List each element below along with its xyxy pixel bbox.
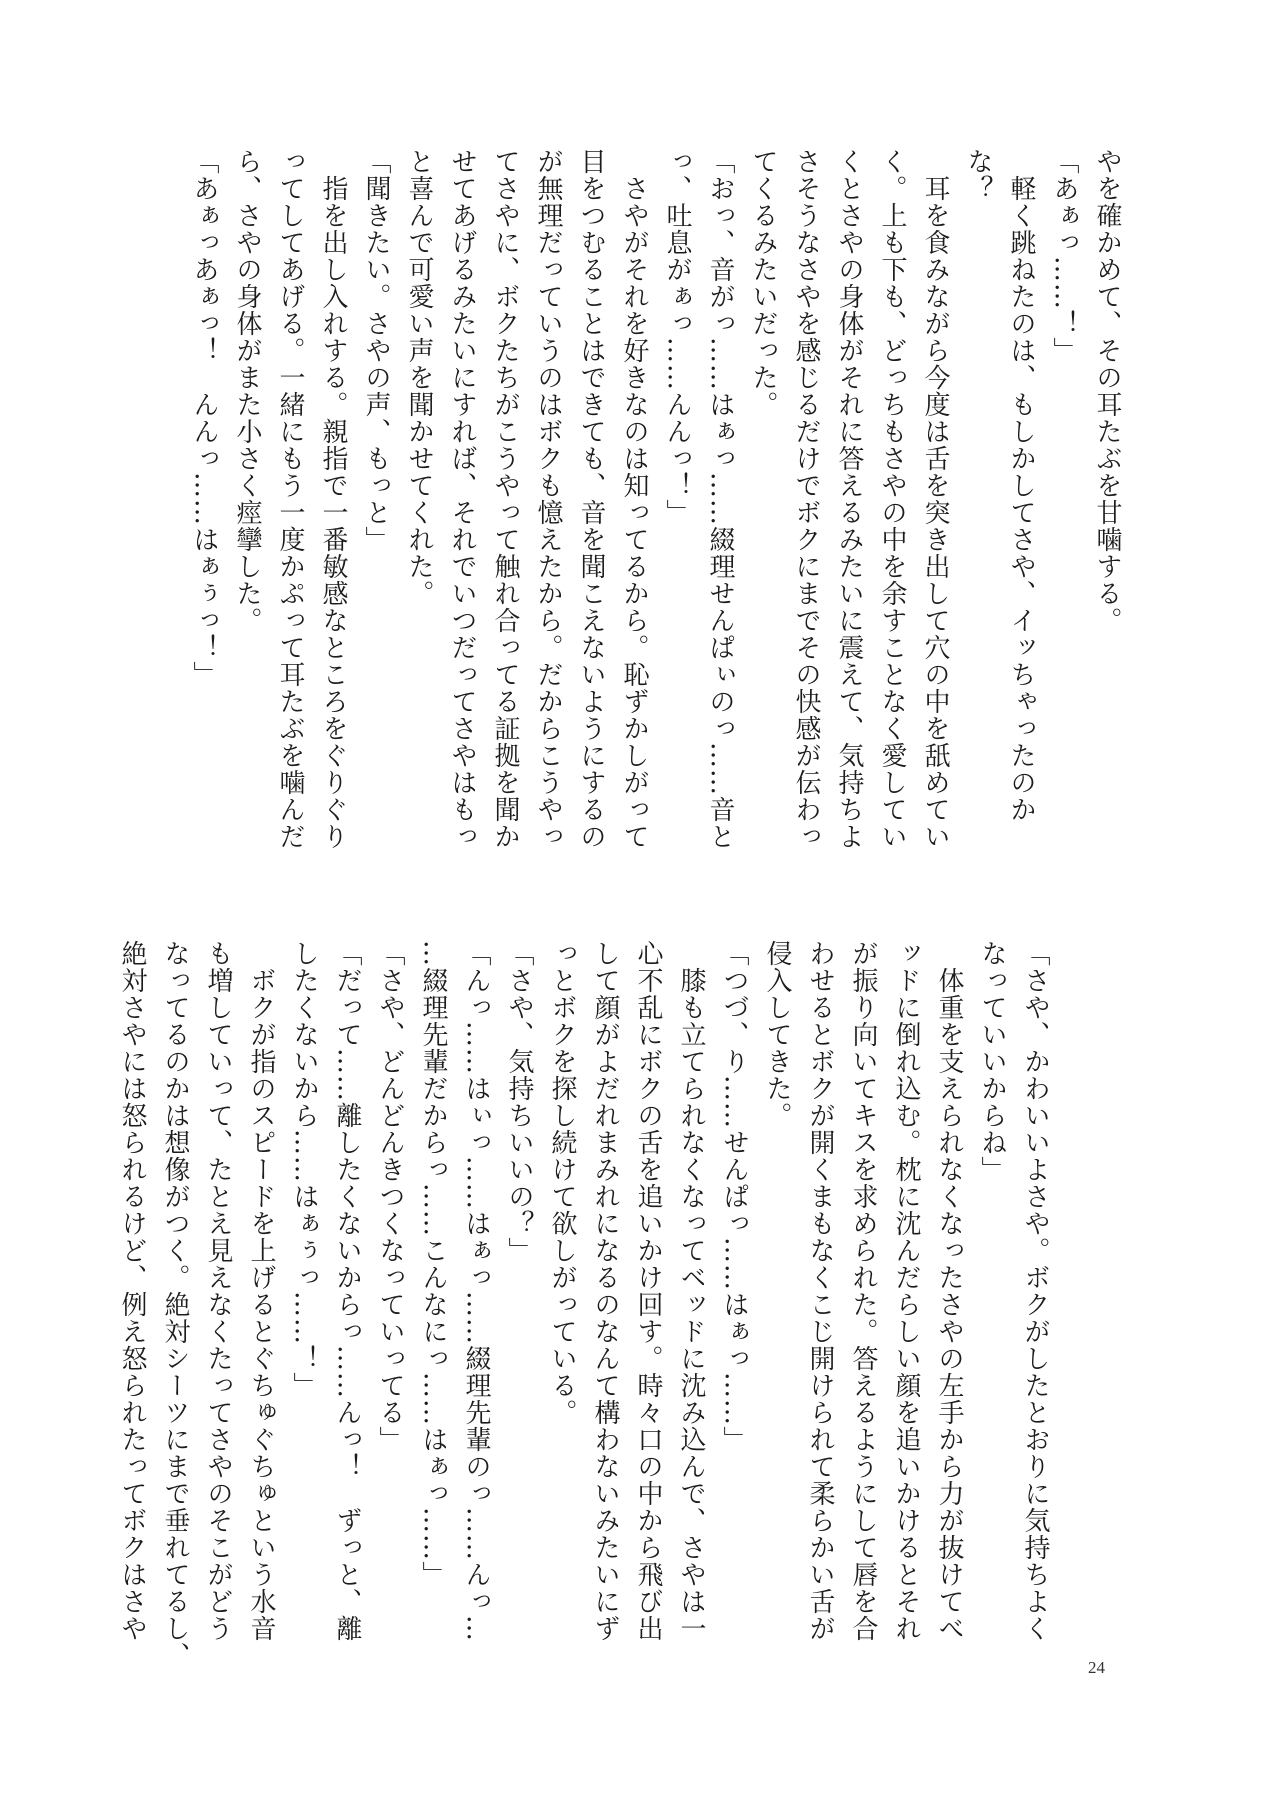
text-line: っ、吐息がぁっ……んんっ！」	[662, 148, 692, 526]
text-line: と喜んで可愛い声を聞かせてくれた。	[404, 148, 434, 607]
text-line: 目をつむることはできても、音を聞こえないようにするの	[576, 148, 606, 850]
text-line: 「あぁっあぁっ！ んんっ……はぁぅっ！」	[189, 148, 219, 688]
text-line: 「さや、どんどんきつくなっていってる」	[375, 940, 405, 1453]
text-line: ってしてあげる。一緒にもう一度かぷって耳たぶを噛んだ	[275, 148, 305, 850]
text-line: 「聞きたい。さやの声、もっと」	[361, 148, 391, 553]
text-line: 指を出し入れする。親指で一番敏感なところをぐりぐり	[318, 148, 348, 850]
text-line: さやがそれを好きなのは知ってるから。恥ずかしがって	[619, 148, 649, 850]
text-line: 「あぁっ……！」	[1049, 148, 1079, 364]
text-line: な？	[963, 148, 993, 202]
text-line: したくないから……はぁぅっ……！」	[289, 940, 319, 1399]
text-line: …綴理先輩だからっ……こんなにっ……はぁっ……」	[418, 940, 448, 1588]
text-line: っとボクを探し続けて欲しがっている。	[547, 940, 577, 1426]
text-line: てさやに、ボクたちがこうやって触れ合ってる証拠を聞か	[490, 148, 520, 850]
text-line: して顔がよだれまみれになるのなんて構わないみたいにず	[590, 940, 620, 1642]
text-line: ッドに倒れ込む。枕に沈んだらしい顔を追いかけるとそれ	[891, 940, 921, 1642]
text-line: 「んっ……はぃっ……はぁっ……綴理先輩のっ……んっ…	[461, 940, 491, 1642]
text-line: 絶対さやには怒られるけど、例え怒られたってボクはさや	[117, 940, 147, 1642]
text-line: 耳を食みながら今度は舌を突き出して穴の中を舐めてい	[920, 148, 950, 850]
text-line: 体重を支えられなくなったさやの左手から力が抜けてべ	[934, 940, 964, 1642]
text-line: も増していって、たとえ見えなくたってさやのそこがどう	[203, 940, 233, 1642]
text-line: が振り向いてキスを求められた。答えるようにして唇を合	[848, 940, 878, 1642]
text-line: 軽く跳ねたのは、もしかしてさや、イッちゃったのか	[1006, 148, 1036, 823]
text-line: くとさやの身体がそれに答えるみたいに震えて、気持ちよ	[834, 148, 864, 850]
text-line: 「おっ、音がっ……はぁっ……綴理せんぱぃのっ……音と	[705, 148, 735, 850]
text-line: 侵入してきた。	[762, 940, 792, 1129]
text-line: 膝も立てられなくなってベッドに沈み込んで、さやは一	[676, 940, 706, 1642]
text-line: 「だって……離したくないからっ……んっ！ ずっと、離	[332, 940, 362, 1642]
text-line: ボクが指のスピードを上げるとぐちゅぐちゅという水音	[246, 940, 276, 1642]
text-line: 「さや、気持ちいいの？」	[504, 940, 534, 1264]
text-line: わせるとボクが開くまもなくこじ開けられて柔らかい舌が	[805, 940, 835, 1642]
text-line: が無理だっていうのはボクも憶えたから。だからこうやっ	[533, 148, 563, 850]
text-line: ら、さやの身体がまた小さく痙攣した。	[232, 148, 262, 634]
text-line: 「つづ、り……せんぱっ……はぁっ……」	[719, 940, 749, 1453]
text-line: なっていいからね」	[977, 940, 1007, 1183]
text-line: なってるのかは想像がつく。絶対シーツにまで垂れてるし、	[160, 940, 190, 1669]
text-line: せてあげるみたいにすれば、それでいつだってさやはもっ	[447, 148, 477, 850]
text-line: てくるみたいだった。	[748, 148, 778, 418]
page-number: 24	[1088, 1658, 1105, 1677]
text-line: 心不乱にボクの舌を追いかけ回す。時々口の中から飛び出	[633, 940, 663, 1642]
text-line: やを確かめて、その耳たぶを甘噛する。	[1092, 148, 1122, 634]
text-line: さそうなさやを感じるだけでボクにまでその快感が伝わっ	[791, 148, 821, 850]
upper-text-block	[138, 148, 1128, 908]
lower-text-block	[117, 940, 1056, 1669]
text-line: く。上も下も、どっちもさやの中を余すことなく愛してい	[877, 148, 907, 850]
text-line: 「さや、かわいいよさや。ボクがしたとおりに気持ちよく	[1020, 940, 1050, 1642]
